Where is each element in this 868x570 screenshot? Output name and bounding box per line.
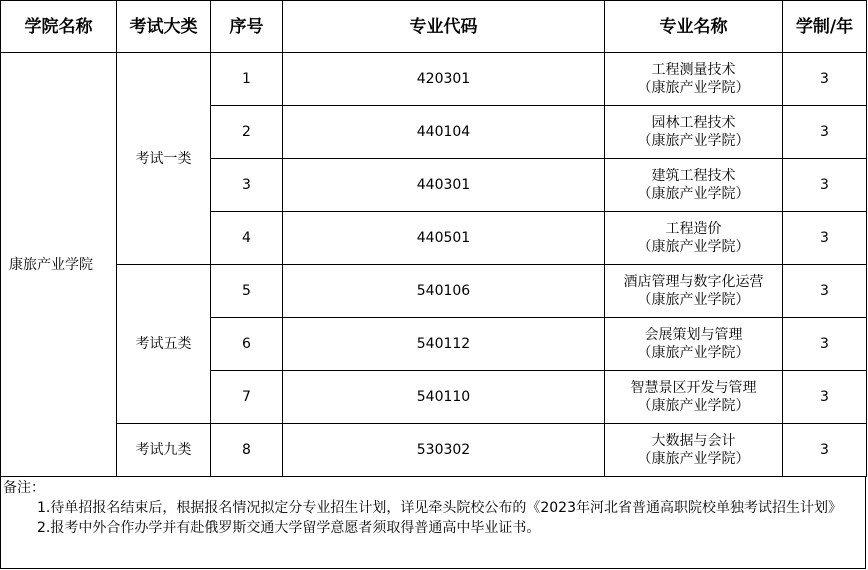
seq-cell: 6 [211,318,283,371]
major-cell [605,106,783,159]
major-name: 工程造价 [665,221,722,237]
code-cell: 440301 [283,159,605,212]
table-row [1,265,867,318]
code-cell: 420301 [283,53,605,106]
seq-cell: 7 [211,371,283,424]
major-name: 工程测量技术 [651,62,736,78]
seq-cell: 5 [211,265,283,318]
major-cell [605,318,783,371]
major-cell [605,212,783,265]
years-cell: 3 [783,265,867,318]
major-cell [605,371,783,424]
years-cell: 3 [783,371,867,424]
seq-cell: 1 [211,53,283,106]
notes-section [0,476,866,569]
header-seq: 序号 [211,1,283,53]
major-college: （康旅产业学院） [637,292,750,308]
header-code: 专业代码 [283,1,605,53]
notes-title: 备注： [3,480,45,496]
header-name: 专业名称 [605,1,783,53]
code-cell: 530302 [283,424,605,477]
years-cell: 3 [783,212,867,265]
major-name: 园林工程技术 [651,115,736,131]
major-college: （康旅产业学院） [637,133,750,149]
major-college: （康旅产业学院） [637,345,750,361]
major-college: （康旅产业学院） [637,398,750,414]
table-row [1,424,867,477]
major-cell [605,159,783,212]
category-cell-1: 考试一类 [117,53,211,265]
major-cell [605,424,783,477]
code-cell: 540112 [283,318,605,371]
note-item-1: 1.待单招报名结束后，根据报名情况拟定分专业招生计划，详见牵头院校公布的《2023年河北省普通高职院校单独考试招生计划》 [37,500,842,516]
code-cell: 440104 [283,106,605,159]
header-years: 学制/年 [783,1,867,53]
header-category: 考试大类 [117,1,211,53]
seq-cell: 2 [211,106,283,159]
major-college: （康旅产业学院） [637,80,750,96]
years-cell: 3 [783,424,867,477]
major-college: （康旅产业学院） [637,451,750,467]
major-name: 建筑工程技术 [651,168,736,184]
major-name: 酒店管理与数字化运营 [623,274,764,290]
header-college: 学院名称 [1,1,117,53]
years-cell: 3 [783,159,867,212]
header-row [1,1,867,53]
code-cell: 540110 [283,371,605,424]
major-cell [605,265,783,318]
major-name: 大数据与会计 [651,433,736,449]
college-cell: 康旅产业学院 [1,53,117,477]
seq-cell: 3 [211,159,283,212]
code-cell: 540106 [283,265,605,318]
major-college: （康旅产业学院） [637,186,750,202]
years-cell: 3 [783,106,867,159]
seq-cell: 4 [211,212,283,265]
note-item-2: 2.报考中外合作办学并有赴俄罗斯交通大学留学意愿者须取得普通高中毕业证书。 [37,520,541,536]
category-cell-5: 考试五类 [117,265,211,424]
major-college: （康旅产业学院） [637,239,750,255]
years-cell: 3 [783,53,867,106]
code-cell: 440501 [283,212,605,265]
seq-cell: 8 [211,424,283,477]
category-cell-9: 考试九类 [117,424,211,477]
table-row [1,53,867,106]
major-name: 会展策划与管理 [644,327,743,343]
major-cell [605,53,783,106]
major-name: 智慧景区开发与管理 [630,380,757,396]
years-cell: 3 [783,318,867,371]
